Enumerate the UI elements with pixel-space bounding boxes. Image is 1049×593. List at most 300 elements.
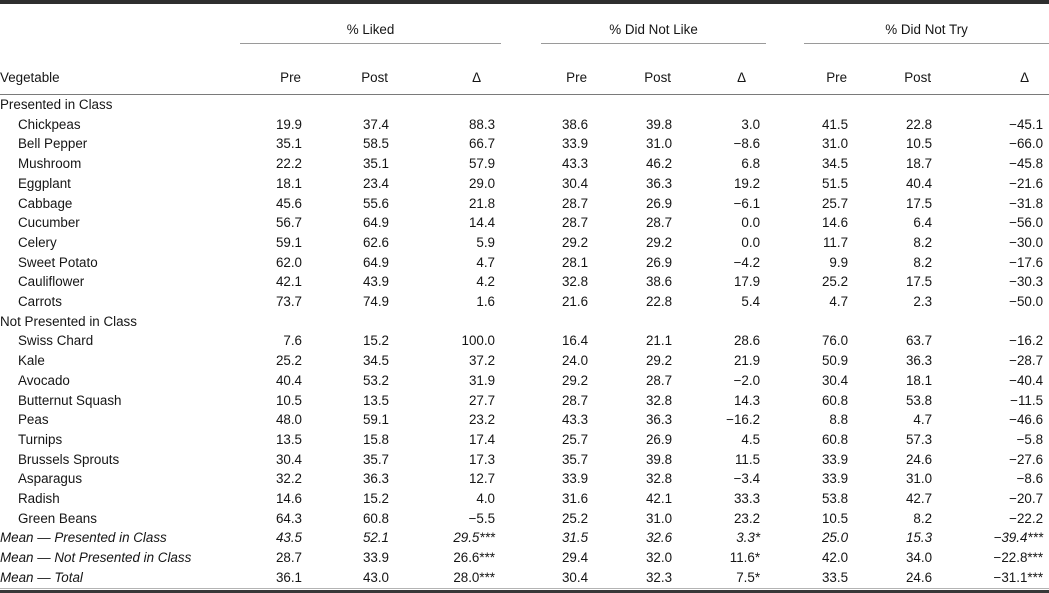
pre-value-cell: 35.1	[275, 136, 302, 152]
delta-value-cell: 28.6	[733, 333, 761, 349]
cell-spacer	[766, 489, 804, 509]
delta-value-cell: 17.9	[733, 274, 761, 290]
post-value-cell: 26.9	[645, 195, 673, 211]
delta-value-cell: 12.7	[468, 471, 496, 487]
delta-value-cell: −5.8	[1016, 431, 1044, 447]
delta-value-cell: 11.5	[734, 451, 761, 467]
pre-value-cell: 22.2	[275, 156, 302, 172]
cell-spacer	[766, 174, 804, 194]
post-value-cell: 35.1	[362, 156, 389, 172]
post-value-cell: 32.3	[645, 569, 673, 585]
cell-spacer	[766, 134, 804, 154]
table-row	[0, 469, 1049, 489]
delta-value-cell: 37.2	[468, 353, 496, 369]
post-value-cell: 28.7	[645, 215, 673, 231]
delta-value-cell: 14.4	[468, 215, 496, 231]
delta-value-cell: −56.0	[1009, 215, 1044, 231]
delta-value-cell: 28.0***	[453, 569, 496, 585]
section-label: Not Presented in Class	[0, 313, 137, 329]
table-row	[0, 391, 1049, 411]
post-value-cell: 18.1	[905, 372, 933, 388]
pre-value-cell: 73.7	[275, 294, 302, 310]
delta-value-cell: 0.0	[741, 234, 761, 250]
table-row	[0, 253, 1049, 273]
pre-value-cell: 30.4	[275, 451, 302, 467]
post-value-cell: 43.9	[362, 274, 389, 290]
cell-spacer	[501, 469, 541, 489]
pre-value-cell: 33.5	[821, 569, 849, 585]
post-value-cell: 28.7	[645, 372, 673, 388]
post-value-cell: 32.8	[645, 471, 673, 487]
delta-value-cell: −30.3	[1009, 274, 1044, 290]
cell-spacer	[501, 194, 541, 214]
table-row	[0, 115, 1049, 135]
vegetable-name-cell: Carrots	[18, 294, 62, 310]
table-row	[0, 233, 1049, 253]
vegetable-name-cell: Asparagus	[18, 471, 83, 487]
pre-value-cell: 25.2	[275, 353, 302, 369]
cell-spacer	[766, 115, 804, 135]
section-label: Presented in Class	[0, 97, 113, 112]
cell-spacer	[501, 528, 541, 548]
vegetable-name-cell: Avocado	[18, 372, 70, 388]
post-value-cell: 31.0	[905, 471, 933, 487]
pre-value-cell: 36.1	[275, 569, 302, 585]
delta-value-cell: −22.2	[1009, 510, 1044, 526]
pre-value-cell: 28.7	[561, 195, 589, 211]
post-value-cell: 32.8	[645, 392, 673, 408]
table-row	[0, 272, 1049, 292]
pre-value-cell: 41.5	[821, 116, 849, 132]
post-value-cell: 8.2	[913, 254, 933, 270]
delta-value-cell: 31.9	[468, 372, 496, 388]
cell-spacer	[766, 509, 804, 529]
post-value-cell: 15.2	[362, 333, 389, 349]
delta-value-cell: −2.0	[733, 372, 761, 388]
delta-value-cell: −8.6	[1016, 471, 1044, 487]
pre-value-cell: 60.8	[821, 392, 849, 408]
delta-value-cell: −17.6	[1009, 254, 1044, 270]
delta-value-cell: 4.5	[741, 431, 761, 447]
cell-spacer	[501, 568, 541, 588]
cell-spacer	[501, 174, 541, 194]
post-value-cell: 39.8	[645, 451, 673, 467]
pre-value-cell: 21.6	[561, 294, 589, 310]
table-row	[0, 430, 1049, 450]
cell-spacer	[501, 351, 541, 371]
table-row	[0, 489, 1049, 509]
pre-value-cell: 33.9	[561, 136, 589, 152]
vegetable-name-cell: Brussels Sprouts	[18, 451, 120, 467]
post-value-cell: 43.0	[362, 569, 389, 585]
post-value-cell: 31.0	[645, 510, 673, 526]
cell-spacer	[501, 450, 541, 470]
post-value-cell: 63.7	[905, 333, 933, 349]
table-row	[0, 194, 1049, 214]
cell-spacer	[766, 469, 804, 489]
pre-value-cell: 31.6	[561, 491, 589, 507]
delta-value-cell: 17.4	[468, 431, 496, 447]
bottom-rule-thick	[0, 590, 1049, 593]
vegetable-name-cell: Mushroom	[18, 156, 82, 172]
delta-value-cell: 66.7	[468, 136, 496, 152]
cell-spacer	[766, 430, 804, 450]
delta-value-cell: −31.8	[1009, 195, 1044, 211]
post-value-cell: 37.4	[362, 116, 389, 132]
mean-row	[0, 528, 1049, 548]
cell-spacer	[501, 430, 541, 450]
pre-value-cell: 25.7	[821, 195, 849, 211]
cell-spacer	[766, 371, 804, 391]
delta-value-cell: 29.0	[468, 175, 496, 191]
pre-value-cell: 9.9	[829, 254, 849, 270]
post-value-cell: 36.3	[645, 175, 673, 191]
post-value-cell: 40.4	[905, 175, 933, 191]
cell-spacer	[501, 509, 541, 529]
group-spacer	[766, 2, 804, 44]
post-value-cell: 74.9	[362, 294, 389, 310]
pre-value-cell: 38.6	[561, 116, 589, 132]
post-value-cell: 6.4	[913, 215, 933, 231]
post-value-cell: 4.7	[913, 412, 933, 428]
delta-value-cell: −22.8***	[993, 550, 1044, 566]
pre-value-cell: 24.0	[561, 353, 589, 369]
column-header-row	[0, 44, 1049, 95]
delta-value-cell: 4.0	[476, 491, 496, 507]
cell-spacer	[501, 371, 541, 391]
table-row	[0, 351, 1049, 371]
cell-spacer	[766, 450, 804, 470]
column-header-delta: Δ	[672, 44, 766, 95]
delta-value-cell: 33.3	[733, 491, 761, 507]
pre-value-cell: 30.4	[561, 175, 589, 191]
mean-row	[0, 548, 1049, 568]
cell-spacer	[766, 292, 804, 312]
post-value-cell: 15.3	[905, 530, 933, 546]
vegetable-name-cell: Kale	[18, 353, 45, 369]
vegetable-name-cell: Swiss Chard	[18, 333, 94, 349]
pre-value-cell: 10.5	[275, 392, 302, 408]
pre-value-cell: 33.9	[561, 471, 589, 487]
pre-value-cell: 4.7	[829, 294, 849, 310]
pre-value-cell: 8.8	[829, 412, 849, 428]
pre-value-cell: 48.0	[275, 412, 302, 428]
vegetable-name-cell: Celery	[18, 234, 57, 250]
pre-value-cell: 32.2	[275, 471, 302, 487]
cell-spacer	[501, 391, 541, 411]
delta-value-cell: 5.9	[476, 234, 496, 250]
delta-value-cell: −11.5	[1010, 392, 1044, 408]
cell-spacer	[501, 292, 541, 312]
cell-spacer	[766, 194, 804, 214]
column-header-post: Post	[588, 44, 672, 95]
delta-value-cell: −16.2	[1009, 333, 1044, 349]
pre-value-cell: 34.5	[821, 156, 849, 172]
corner-cell	[0, 2, 240, 44]
delta-value-cell: −4.2	[733, 254, 761, 270]
delta-value-cell: 7.5*	[736, 569, 761, 585]
pre-value-cell: 50.9	[821, 353, 849, 369]
vegetable-name-cell: Bell Pepper	[18, 136, 88, 152]
group-spacer	[501, 2, 541, 44]
table-row	[0, 509, 1049, 529]
cell-spacer	[501, 410, 541, 430]
vegetable-name-cell: Butternut Squash	[18, 392, 122, 408]
table-row	[0, 292, 1049, 312]
cell-spacer	[501, 272, 541, 292]
cell-spacer	[766, 331, 804, 351]
delta-value-cell: 14.3	[733, 392, 761, 408]
post-value-cell: 32.6	[645, 530, 673, 546]
column-header-pre: Pre	[804, 44, 848, 95]
pre-value-cell: 35.7	[561, 451, 589, 467]
table-body	[0, 95, 1049, 588]
post-value-cell: 18.7	[905, 156, 933, 172]
pre-value-cell: 29.4	[561, 550, 589, 566]
post-value-cell: 52.1	[362, 530, 389, 546]
delta-value-cell: −40.4	[1009, 372, 1044, 388]
post-value-cell: 53.8	[905, 392, 933, 408]
pre-value-cell: 25.2	[561, 510, 589, 526]
pre-value-cell: 25.7	[561, 431, 589, 447]
post-value-cell: 34.0	[905, 550, 933, 566]
delta-value-cell: 5.4	[741, 294, 761, 310]
table-row	[0, 371, 1049, 391]
cell-spacer	[766, 154, 804, 174]
delta-value-cell: 0.0	[741, 215, 761, 231]
delta-value-cell: −30.0	[1009, 234, 1044, 250]
post-value-cell: 59.1	[362, 412, 389, 428]
post-value-cell: 29.2	[645, 234, 673, 250]
delta-value-cell: −8.6	[733, 136, 761, 152]
post-value-cell: 34.5	[362, 353, 389, 369]
vegetable-name-cell: Eggplant	[18, 175, 71, 191]
pre-value-cell: 53.8	[821, 491, 849, 507]
delta-value-cell: 23.2	[468, 412, 496, 428]
post-value-cell: 46.2	[645, 156, 673, 172]
mean-label-cell: Mean — Not Presented in Class	[0, 550, 192, 566]
cell-spacer	[766, 272, 804, 292]
delta-value-cell: 29.5***	[453, 530, 496, 546]
post-value-cell: 57.3	[905, 431, 933, 447]
post-value-cell: 17.5	[905, 195, 933, 211]
delta-value-cell: −46.6	[1009, 412, 1044, 428]
vegetable-name-cell: Turnips	[18, 431, 63, 447]
column-spacer	[766, 44, 804, 95]
table-row	[0, 174, 1049, 194]
delta-value-cell: 4.2	[476, 274, 496, 290]
vegetable-name-cell: Cabbage	[18, 195, 73, 211]
post-value-cell: 8.2	[913, 510, 933, 526]
delta-value-cell: 11.6*	[729, 550, 761, 566]
post-value-cell: 32.0	[645, 550, 673, 566]
delta-value-cell: −45.1	[1009, 116, 1044, 132]
pre-value-cell: 29.2	[561, 234, 589, 250]
column-header-pre: Pre	[541, 44, 588, 95]
post-value-cell: 22.8	[645, 294, 673, 310]
pre-value-cell: 30.4	[821, 372, 849, 388]
delta-value-cell: −31.1***	[993, 569, 1044, 585]
post-value-cell: 21.1	[645, 333, 673, 349]
delta-value-cell: −16.2	[726, 412, 761, 428]
cell-spacer	[766, 213, 804, 233]
section-header-row	[0, 95, 1049, 115]
post-value-cell: 22.8	[905, 116, 933, 132]
delta-value-cell: −6.1	[733, 195, 761, 211]
pre-value-cell: 56.7	[275, 215, 302, 231]
post-value-cell: 36.3	[362, 471, 389, 487]
delta-value-cell: −20.7	[1009, 491, 1044, 507]
pre-value-cell: 16.4	[561, 333, 589, 349]
pre-value-cell: 62.0	[275, 254, 302, 270]
delta-value-cell: −28.7	[1009, 353, 1044, 369]
pre-value-cell: 31.5	[561, 530, 589, 546]
column-spacer	[501, 44, 541, 95]
post-value-cell: 35.7	[362, 451, 389, 467]
pre-value-cell: 28.7	[561, 215, 589, 231]
delta-value-cell: 26.6***	[453, 550, 496, 566]
cell-spacer	[501, 213, 541, 233]
pre-value-cell: 40.4	[275, 372, 302, 388]
delta-value-cell: 27.7	[468, 392, 496, 408]
pre-value-cell: 25.2	[821, 274, 849, 290]
group-header-liked: % Liked	[240, 2, 501, 44]
mean-label-cell: Mean — Total	[0, 569, 83, 585]
cell-spacer	[501, 331, 541, 351]
post-value-cell: 42.1	[645, 491, 673, 507]
delta-value-cell: 88.3	[468, 116, 496, 132]
vegetable-name-cell: Cucumber	[18, 215, 80, 231]
post-value-cell: 13.5	[362, 392, 389, 408]
pre-value-cell: 19.9	[275, 116, 302, 132]
group-header-row	[0, 2, 1049, 44]
delta-value-cell: 6.8	[741, 156, 761, 172]
post-value-cell: 64.9	[362, 254, 389, 270]
post-value-cell: 29.2	[645, 353, 673, 369]
post-value-cell: 62.6	[362, 234, 389, 250]
post-value-cell: 24.6	[905, 451, 933, 467]
post-value-cell: 36.3	[645, 412, 673, 428]
post-value-cell: 26.9	[645, 254, 673, 270]
pre-value-cell: 59.1	[275, 234, 302, 250]
pre-value-cell: 33.9	[821, 451, 849, 467]
table-row	[0, 450, 1049, 470]
pre-value-cell: 13.5	[275, 431, 302, 447]
table-row	[0, 410, 1049, 430]
table-row	[0, 154, 1049, 174]
post-value-cell: 58.5	[362, 136, 389, 152]
column-header-post: Post	[848, 44, 932, 95]
vegetable-name-cell: Chickpeas	[18, 116, 81, 132]
group-header-did-not-like: % Did Not Like	[541, 2, 766, 44]
post-value-cell: 15.2	[362, 491, 389, 507]
section-header-row	[0, 312, 1049, 332]
post-value-cell: 55.6	[362, 195, 389, 211]
pre-value-cell: 31.0	[821, 136, 849, 152]
mean-label-cell: Mean — Presented in Class	[0, 530, 167, 546]
delta-value-cell: 57.9	[468, 156, 496, 172]
delta-value-cell: 4.7	[476, 254, 496, 270]
cell-spacer	[766, 253, 804, 273]
delta-value-cell: 21.8	[468, 195, 496, 211]
delta-value-cell: 23.2	[733, 510, 761, 526]
post-value-cell: 23.4	[362, 175, 389, 191]
pre-value-cell: 25.0	[821, 530, 849, 546]
delta-value-cell: −66.0	[1009, 136, 1044, 152]
vegetable-name-cell: Radish	[18, 491, 60, 507]
pre-value-cell: 43.5	[275, 530, 302, 546]
post-value-cell: 36.3	[905, 353, 933, 369]
vegetable-name-cell: Peas	[18, 412, 49, 428]
delta-value-cell: −39.4***	[993, 530, 1044, 546]
table-row	[0, 134, 1049, 154]
post-value-cell: 31.0	[645, 136, 673, 152]
table-row	[0, 331, 1049, 351]
post-value-cell: 26.9	[645, 431, 673, 447]
cell-spacer	[501, 489, 541, 509]
post-value-cell: 39.8	[645, 116, 673, 132]
pre-value-cell: 28.7	[275, 550, 302, 566]
post-value-cell: 33.9	[362, 550, 389, 566]
post-value-cell: 53.2	[362, 372, 389, 388]
cell-spacer	[501, 154, 541, 174]
vegetable-name-cell: Green Beans	[18, 510, 97, 526]
cell-spacer	[501, 548, 541, 568]
cell-spacer	[501, 233, 541, 253]
pre-value-cell: 30.4	[561, 569, 589, 585]
cell-spacer	[766, 528, 804, 548]
pre-value-cell: 18.1	[275, 175, 302, 191]
pre-value-cell: 45.6	[275, 195, 302, 211]
delta-value-cell: 21.9	[733, 353, 761, 369]
delta-value-cell: −50.0	[1009, 294, 1044, 310]
pre-value-cell: 60.8	[821, 431, 849, 447]
delta-value-cell: −27.6	[1009, 451, 1044, 467]
vegetable-name-cell: Sweet Potato	[18, 254, 98, 270]
cell-spacer	[766, 568, 804, 588]
delta-value-cell: −5.5	[468, 510, 496, 526]
cell-spacer	[766, 351, 804, 371]
table-row	[0, 213, 1049, 233]
mean-row	[0, 568, 1049, 588]
delta-value-cell: 3.3*	[736, 530, 761, 546]
pre-value-cell: 76.0	[821, 333, 849, 349]
post-value-cell: 17.5	[905, 274, 933, 290]
pre-value-cell: 14.6	[821, 215, 849, 231]
delta-value-cell: 100.0	[461, 333, 496, 349]
cell-spacer	[766, 548, 804, 568]
post-value-cell: 2.3	[913, 294, 933, 310]
column-header-post: Post	[302, 44, 389, 95]
column-header-delta: Δ	[932, 44, 1049, 95]
post-value-cell: 24.6	[905, 569, 933, 585]
cell-spacer	[501, 115, 541, 135]
cell-spacer	[766, 233, 804, 253]
pre-value-cell: 43.3	[561, 156, 589, 172]
column-header-pre: Pre	[240, 44, 302, 95]
post-value-cell: 10.5	[905, 136, 933, 152]
pre-value-cell: 10.5	[821, 510, 849, 526]
pre-value-cell: 14.6	[275, 491, 302, 507]
pre-value-cell: 64.3	[275, 510, 302, 526]
post-value-cell: 42.7	[905, 491, 933, 507]
post-value-cell: 8.2	[913, 234, 933, 250]
post-value-cell: 60.8	[362, 510, 389, 526]
cell-spacer	[766, 391, 804, 411]
post-value-cell: 15.8	[362, 431, 389, 447]
delta-value-cell: −21.6	[1009, 175, 1044, 191]
delta-value-cell: 17.3	[468, 451, 496, 467]
